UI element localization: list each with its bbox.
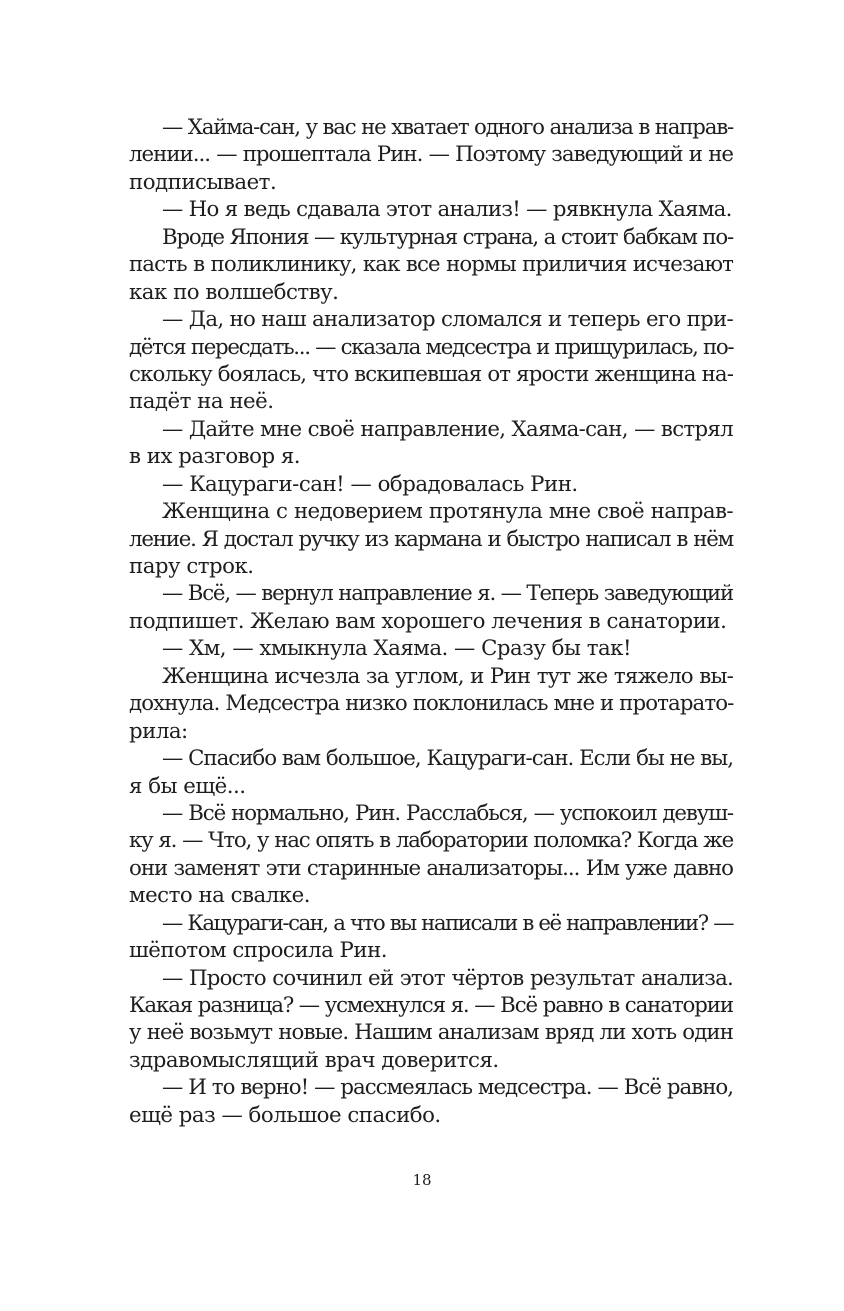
- text-line: — Кацураги-сан! — обрадовалась Рин.: [162, 471, 578, 497]
- text-line: у неё возьмут новые. Нашим анализам вряд ли хоть один: [129, 1020, 733, 1046]
- text-line: пару строк.: [129, 554, 254, 579]
- text-line: — Просто сочинил ей этот чёртов результат анализа.: [162, 965, 733, 991]
- text-line: — Всё, — вернул направление я. — Теперь заведующий: [162, 581, 733, 607]
- text-line: Женщина исчезла за углом, и Рин тут же тяжело вы-: [162, 663, 733, 689]
- text-line: они заменят эти старинные анализаторы... Им уже давно: [129, 855, 733, 881]
- text-line: лении... — прошептала Рин. — Поэтому заведующий и не: [129, 142, 733, 168]
- text-line: Женщина с недоверием протянула мне своё направ-: [162, 499, 733, 525]
- page-number: 18: [412, 1171, 432, 1189]
- text-line: рила:: [129, 718, 188, 744]
- text-line: дохнула. Медсестра низко поклонилась мне и протарато-: [129, 691, 734, 717]
- text-line: падёт на неё.: [129, 389, 274, 415]
- text-line: — Хайма-сан, у вас не хватает одного анализа в направ-: [162, 115, 733, 140]
- text-line: ление. Я достал ручку из кармана и быстро написал в нём: [129, 526, 733, 552]
- text-line: — Но я ведь сдавала этот анализ! — рявкнула Хаяма.: [162, 197, 732, 223]
- text-line: здравомыслящий врач доверится.: [129, 1047, 499, 1073]
- text-line: Вроде Япония — культурная страна, а стоит бабкам по-: [162, 224, 733, 250]
- text-line: место на свалке.: [129, 883, 310, 909]
- text-line: Какая разница? — усмехнулся я. — Всё равно в санатории: [129, 993, 733, 1018]
- text-line: пасть в поликлинику, как все нормы приличия исчезают: [129, 252, 733, 278]
- text-line: я бы ещё...: [129, 773, 246, 799]
- text-line: — Да, но наш анализатор сломался и теперь его при-: [162, 307, 733, 333]
- text-line: скольку боялась, что вскипевшая от ярости женщина на-: [129, 361, 733, 387]
- text-line: шёпотом спросила Рин.: [129, 938, 388, 964]
- text-line: подпишет. Желаю вам хорошего лечения в санатории.: [129, 608, 727, 634]
- text-line: — И то верно! — рассмеялась медсестра. — Всё равно,: [162, 1075, 733, 1101]
- text-line: подписывает.: [129, 169, 277, 195]
- text-line: как по волшебству.: [129, 279, 339, 305]
- text-line: — Дайте мне своё направление, Хаяма-сан, — встрял: [162, 416, 733, 442]
- body-text: [129, 114, 733, 1129]
- text-line: — Всё нормально, Рин. Расслабься, — успокоил девуш-: [162, 800, 733, 826]
- text-line: — Хм, — хмыкнула Хаяма. — Сразу бы так!: [162, 636, 632, 662]
- text-line: ещё раз — большое спасибо.: [129, 1102, 441, 1128]
- text-line: ку я. — Что, у нас опять в лаборатории поломка? Когда же: [129, 828, 733, 854]
- text-line: — Кацураги-сан, а что вы написали в её направлении? —: [162, 910, 733, 936]
- text-line: дётся пересдать... — сказала медсестра и прищурилась, по-: [129, 334, 734, 360]
- text-line: в их разговор я.: [129, 444, 301, 470]
- text-line: — Спасибо вам большое, Кацураги-сан. Если бы не вы,: [162, 746, 733, 772]
